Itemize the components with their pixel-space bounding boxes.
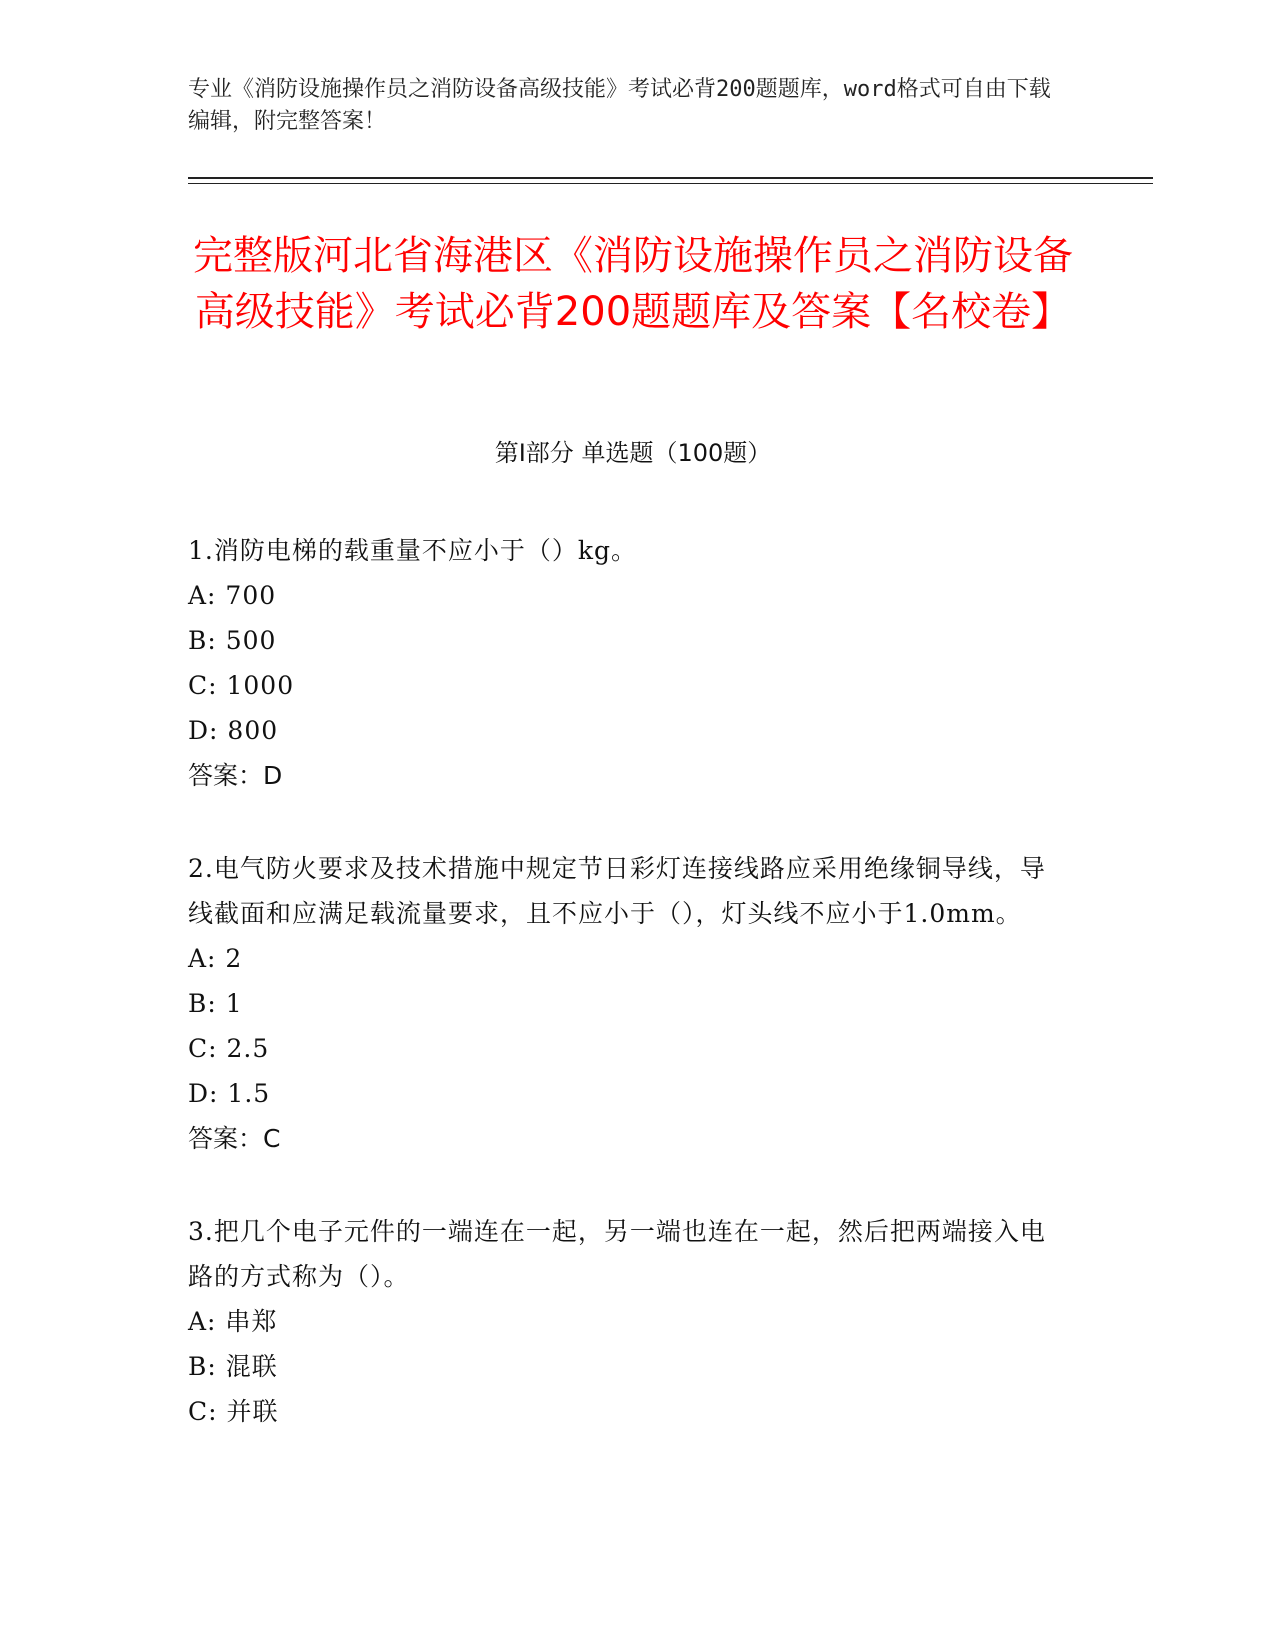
question-option-b: B: 500 xyxy=(188,626,277,655)
question-option-a: A: 700 xyxy=(188,581,277,610)
question-option-d: D: 800 xyxy=(188,716,279,745)
question-list xyxy=(188,528,1068,1482)
question-option-d: D: 1.5 xyxy=(188,1079,271,1108)
question-stem: 1.消防电梯的载重量不应小于（）kg。 xyxy=(188,536,638,565)
question-item xyxy=(188,1209,1068,1434)
header-note: 专业《消防设施操作员之消防设备高级技能》考试必背200题题库，word格式可自由下载编辑，附完整答案！ xyxy=(188,77,1051,134)
question-option-c: C: 1000 xyxy=(188,671,295,700)
question-item xyxy=(188,528,1068,798)
question-option-a: A: 2 xyxy=(188,944,243,973)
question-answer: 答案：C xyxy=(188,1124,281,1153)
question-stem: 3.把几个电子元件的一端连在一起，另一端也连在一起，然后把两端接入电路的方式称为（）。 xyxy=(188,1217,1046,1291)
question-option-b: B: 1 xyxy=(188,989,243,1018)
document-title: 完整版河北省海港区《消防设施操作员之消防设备高级技能》考试必背200题题库及答案【名校卷】 xyxy=(193,233,1073,335)
question-stem: 2.电气防火要求及技术措施中规定节日彩灯连接线路应采用绝缘铜导线，导线截面和应满足载流量要求，且不应小于（），灯头线不应小于1.0mm。 xyxy=(188,854,1046,928)
question-option-c: C: 并联 xyxy=(188,1397,279,1426)
question-option-a: A: 串郑 xyxy=(188,1307,278,1336)
question-item xyxy=(188,846,1068,1161)
header-divider-thin xyxy=(188,183,1153,184)
question-option-c: C: 2.5 xyxy=(188,1034,270,1063)
question-answer: 答案：D xyxy=(188,761,283,790)
section-title: 第I部分 单选题（100题） xyxy=(494,439,772,467)
header-divider-thick xyxy=(188,177,1153,179)
question-option-b: B: 混联 xyxy=(188,1352,278,1381)
